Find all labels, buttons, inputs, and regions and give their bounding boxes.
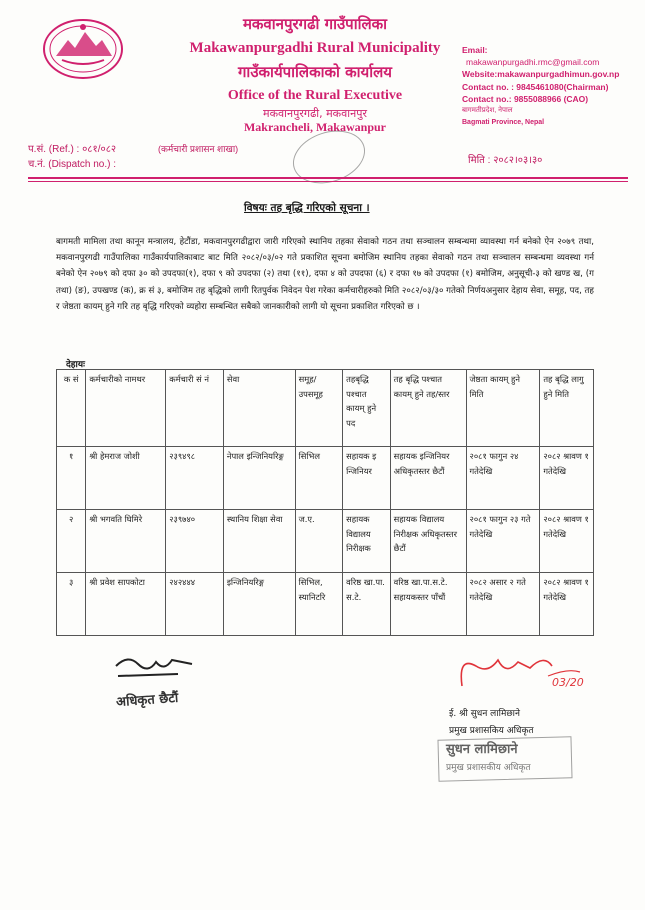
section-name: (कर्मचारी प्रशासन शाखा) [158, 144, 239, 154]
cell-seniority-date: २०८२ असार २ गते गतेदेखि [466, 573, 540, 636]
col-post: तहबृद्धि पश्चात कायम् हुने पद [343, 370, 391, 447]
cell-effective-date: २०८२ श्रावण १ गतेदेखि [540, 447, 594, 510]
table-row [57, 510, 594, 573]
address-np: मकवानपुरगढी, मकवानपुर [263, 107, 367, 120]
promotion-table [56, 369, 594, 636]
cell-employee-name: श्री प्रवेश सापकोटा [86, 573, 166, 636]
header-divider [28, 177, 628, 179]
col-group: समूह/ उपसमूह [295, 370, 343, 447]
notice-body: बागमती मामिला तथा कानून मन्त्रालय, हेटौंडा, मकवानपुरगढीद्वारा जारी गरिएको स्थानिय तहका सेवाको गठन तथा सञ्चालन सम्बन्धमा व्यावस्था गर्न बनेको ऐन २०७९ तथा, मकवानपुरगढी गाउँपालिका गाउँकार्यपालिकाबाट बाट मिति २०८२/०३/०२ गते प्रकाशित सूचना बमोजिम स्थानिय तहका सेवाको गठन तथा सञ्चालन सम्बन्धमा व्यवस्था गर्न बनेको ऐन २०७९ को दफा ३० को उपदफा(१), दफा ९ को उपदफा (२) तथा (११), दफा ४ को उपदफा (६) र दफा १७ को उपदफा (१) बमोजिम, अनुसूची-३ को खण्ड ख, (ग तथा) (ङ), उपखण्ड (क), क्र सं ३, बमोजिम तह बृद्धिको लागी रितपुर्वक निवेदन पेश गरेका कर्मचारीहरुको मिति २०८२/०३/३० गतेको निर्णयअनुसार देहाय सेवा, समूह, पद, तह र जेष्ठता कायम् हुने गरि तह बृद्धि गरिएको व्यहोरा सम्बन्धित सबैको जानकारीको लागी यो सूचना प्रकाशित गरिएको छ । [56, 237, 594, 312]
cell-service: इन्जिनियरिङ्ग [223, 573, 295, 636]
col-level: तह बृद्धि पश्चात कायम् हुने तह/स्तर [390, 370, 466, 447]
table-header-row [57, 370, 594, 447]
region-np: बागमतीप्रदेश, नेपाल [462, 107, 513, 115]
cell-serial: ३ [57, 573, 86, 636]
table-intro: देहायः [66, 360, 85, 370]
signer-title: प्रमुख प्रशासकिय अधिकृत [449, 726, 534, 736]
address-en: Makrancheli, Makawanpur [243, 120, 386, 134]
cell-effective-date: २०८२ श्रावण १ गतेदेखि [540, 510, 594, 573]
cell-group: सिभिल [295, 447, 343, 510]
municipality-name-np: मकवानपुरगढी गाउँपालिका [242, 15, 388, 33]
contact-block [462, 44, 642, 129]
cell-employee-id: २३९४९८ [166, 447, 224, 510]
stamp-title: प्रमुख प्रशासकीय अधिकृत [446, 763, 531, 773]
cell-post: सहायक इन्जिनियर [343, 447, 391, 510]
website-link[interactable]: Website:makawanpurgadhimun.gov.np [462, 69, 620, 80]
signature-date: 03/20 [552, 676, 584, 689]
dispatch-number: च.नं. (Dispatch no.) : [28, 159, 117, 170]
col-employee-name: कर्मचारीको नामथर [86, 370, 166, 447]
left-signature-icon [108, 652, 198, 682]
cell-serial: २ [57, 510, 86, 573]
municipality-name-en: Makawanpurgadhi Rural Municipality [189, 40, 441, 56]
cell-post: वरिष्ठ खा.पा.स.टे. [343, 573, 391, 636]
signer-name: ई. श्री सुधन लामिछाने [449, 709, 520, 719]
office-name-np: गाउँकार्यपालिकाको कार्यालय [237, 63, 392, 81]
header-divider-thin [28, 181, 628, 182]
cell-service: नेपाल इन्जिनियरिङ्ग [223, 447, 295, 510]
cell-group: सिभिल, स्यानिटरि [295, 573, 343, 636]
office-name-en: Office of the Rural Executive [227, 88, 403, 103]
col-seniority-date: जेष्ठता कायम् हुने मिति [466, 370, 540, 447]
col-serial: क सं [57, 370, 86, 447]
cell-employee-name: श्री भगवति घिमिरे [86, 510, 166, 573]
cell-effective-date: २०८२ श्रावण १ गतेदेखि [540, 573, 594, 636]
email-label: Email: [462, 45, 488, 55]
left-signature-caption: अधिकृत छैटौं [115, 690, 179, 711]
col-effective-date: तह बृद्धि लागु हुने मिति [540, 370, 594, 447]
reference-block [28, 142, 239, 172]
cell-seniority-date: २०८१ फागुन २३ गते गतेदेखि [466, 510, 540, 573]
cell-employee-name: श्री हेमराज जोशी [86, 447, 166, 510]
cell-serial: १ [57, 447, 86, 510]
right-signature-icon [448, 646, 588, 696]
email-link[interactable]: makawanpurgadhi.rmc@gmail.com [466, 57, 600, 68]
table-row [57, 447, 594, 510]
stamp-name: सुधन लामिछाने [446, 742, 518, 757]
cell-seniority-date: २०८१ फागुन २४ गतेदेखि [466, 447, 540, 510]
col-employee-id: कर्मचारी सं नं [166, 370, 224, 447]
cell-level: सहायक इन्जिनियर अधिकृतस्तर छैटौं [390, 447, 466, 510]
subject-line: विषयः तह बृद्धि गरिएको सूचना । [244, 202, 370, 214]
contact-cao: Contact no.: 9855088966 (CAO) [462, 93, 589, 104]
table-row [57, 573, 594, 636]
cell-employee-id: २३९७४० [166, 510, 224, 573]
cell-service: स्थानिय शिक्षा सेवा [223, 510, 295, 573]
cell-group: ज.ए. [295, 510, 343, 573]
cell-post: सहायक विद्यालय निरीक्षक [343, 510, 391, 573]
municipality-logo-icon [42, 18, 124, 80]
cell-level: सहायक विद्यालय निरीक्षक अधिकृतस्तर छैटौं [390, 510, 466, 573]
cell-level: वरिष्ठ खा.पा.स.टे. सहायकस्तर पाँचौं [390, 573, 466, 636]
cell-employee-id: २४२४४४ [166, 573, 224, 636]
letter-date: मिति : २०८२।०३।३० [468, 155, 543, 166]
contact-chairman: Contact no. : 9845461080(Chairman) [462, 81, 609, 92]
region-en: Bagmati Province, Nepal [462, 119, 545, 127]
col-service: सेवा [223, 370, 295, 447]
ref-number: प.सं. (Ref.) : ०८१/०८२ [28, 144, 117, 155]
